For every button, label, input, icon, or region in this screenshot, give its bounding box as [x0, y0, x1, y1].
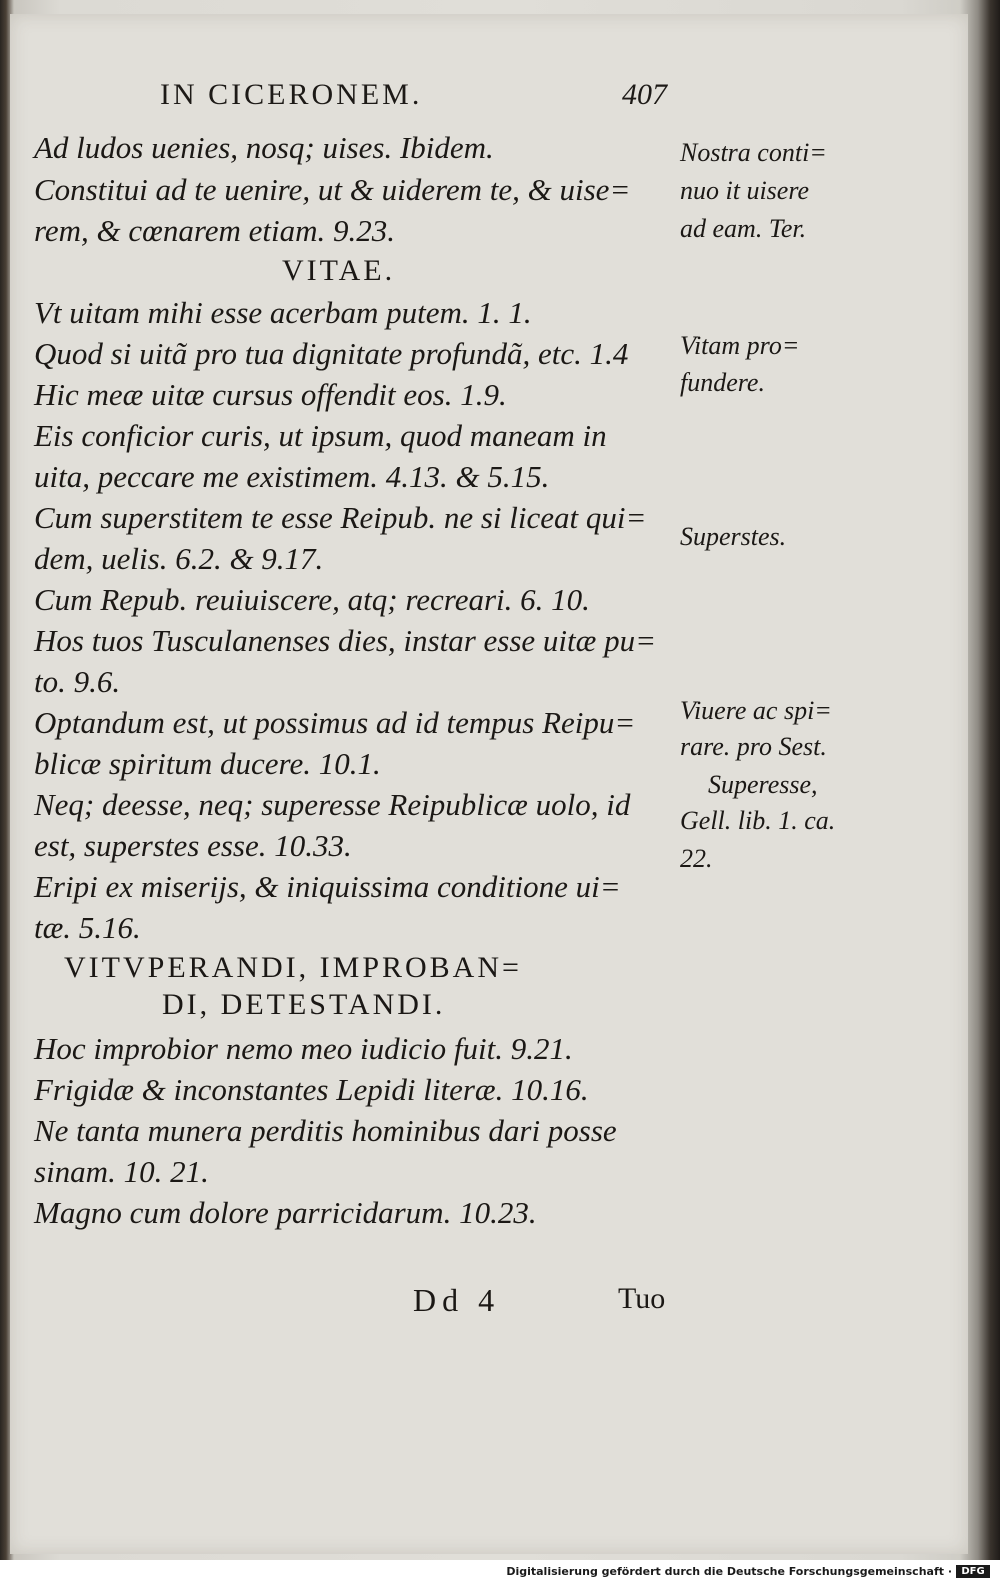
- text-line: rem, & cœnarem etiam. 9.23.: [34, 213, 396, 248]
- text-line: Cum Repub. reuiuiscere, atq; recreari. 6. 10.: [34, 582, 590, 617]
- text-line: Ne tanta munera perditis hominibus dari posse: [34, 1113, 617, 1148]
- text-line: Ad ludos uenies, nosq; uises. Ibidem.: [34, 130, 494, 165]
- text-line: Hos tuos Tusculanenses dies, instar esse uitæ pu=: [34, 623, 656, 658]
- margin-note: Superesse,: [708, 770, 818, 799]
- margin-note: Superstes.: [680, 522, 787, 551]
- text-line: Magno cum dolore parricidarum. 10.23.: [34, 1195, 537, 1230]
- funding-note: Digitalisierung gefördert durch die Deutsche Forschungsgemeinschaft ·: [506, 1565, 952, 1578]
- text-line: Eis conficior curis, ut ipsum, quod maneam in: [34, 418, 607, 453]
- margin-note: Viuere ac spi=: [680, 696, 832, 725]
- text-line: Constitui ad te uenire, ut & uiderem te, & uise=: [34, 172, 631, 207]
- text-line: Frigidæ & inconstantes Lepidi literæ. 10.16.: [34, 1072, 589, 1107]
- text-line: dem, uelis. 6.2. & 9.17.: [34, 541, 324, 576]
- margin-note: 22.: [680, 844, 713, 873]
- text-line: sinam. 10. 21.: [34, 1154, 209, 1189]
- margin-note: rare. pro Sest.: [680, 732, 827, 761]
- text-line: tæ. 5.16.: [34, 910, 141, 945]
- text-line: est, superstes esse. 10.33.: [34, 828, 352, 863]
- text-line: Vt uitam mihi esse acerbam putem. 1. 1.: [34, 295, 532, 330]
- margin-note: Gell. lib. 1. ca.: [680, 806, 836, 835]
- margin-note: ad eam. Ter.: [680, 214, 807, 243]
- signature-mark: Dd 4: [413, 1282, 501, 1318]
- margin-note: fundere.: [680, 368, 765, 397]
- text-line: Hoc improbior nemo meo iudicio fuit. 9.21.: [34, 1031, 573, 1066]
- text-line: uita, peccare me existimem. 4.13. & 5.15.: [34, 459, 550, 494]
- text-line: Quod si uitã pro tua dignitate profundã, etc. 1.4: [34, 336, 629, 371]
- text-line: Cum superstitem te esse Reipub. ne si liceat qui=: [34, 500, 647, 535]
- text-line: to. 9.6.: [34, 664, 121, 699]
- section-heading: VITVPERANDI, IMPROBAN=: [64, 951, 522, 984]
- section-heading: VITAE.: [282, 254, 396, 287]
- text-line: Optandum est, ut possimus ad id tempus Reipu=: [34, 705, 636, 740]
- catchword: Tuo: [618, 1282, 666, 1315]
- text-line: Neq; deesse, neq; superesse Reipublicæ uolo, id: [34, 787, 631, 822]
- dfg-logo-icon: DFG: [956, 1565, 990, 1578]
- section-heading: DI, DETESTANDI.: [162, 988, 446, 1021]
- text-line: Hic meæ uitæ cursus offendit eos. 1.9.: [34, 377, 507, 412]
- running-title: IN CICERONEM.: [160, 78, 423, 111]
- page-number: 407: [622, 78, 667, 111]
- text-line: Eripi ex miserijs, & iniquissima conditione ui=: [34, 869, 621, 904]
- margin-note: Vitam pro=: [680, 331, 800, 360]
- margin-note: nuo it uisere: [680, 176, 810, 205]
- margin-note: Nostra conti=: [680, 138, 827, 167]
- text-line: blicæ spiritum ducere. 10.1.: [34, 746, 381, 781]
